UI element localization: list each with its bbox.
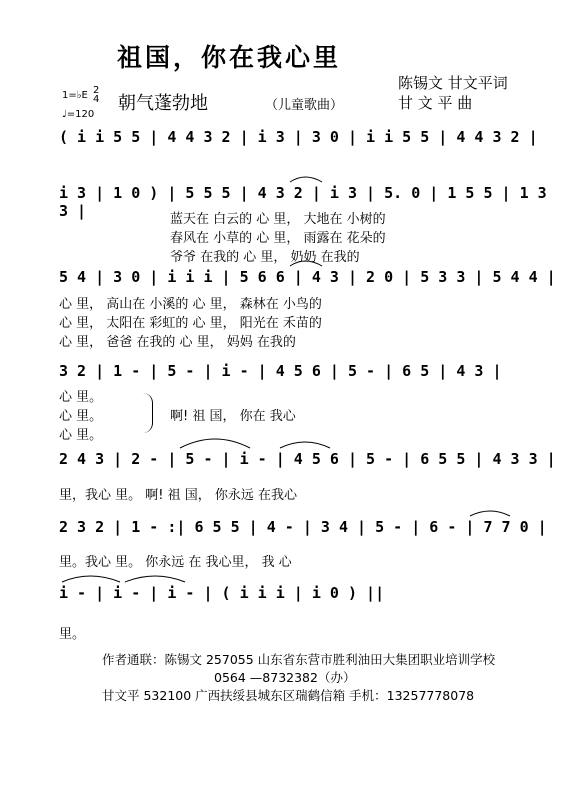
tempo-mark: ♩=120	[62, 109, 95, 120]
score-row-6: 2 3 2 | 1 - :| 6 5 5 | 4 - | 3 4 | 5 - | 6 - | 7 7 0 |	[59, 518, 547, 536]
score-row-3: 5 4 | 3 0 | i i i | 5 6 6 | 4 3 | 2 0 | 5 3 3 | 5 4 4 |	[59, 268, 556, 286]
row2-lyric-2: 春风在 小草的 心 里， 雨露在 花朵的	[170, 231, 386, 246]
mood-marking: 朝气蓬勃地	[118, 93, 208, 114]
composer-credit: 甘 文 平 曲	[398, 94, 473, 112]
slur-6	[62, 576, 120, 582]
row7-lyric: 里。	[59, 627, 86, 642]
score-row-1: ( i i 5 5 | 4 4 3 2 | i 3 | 3 0 | i i 5 5 | 4 4 3 2 |	[59, 128, 538, 146]
row2-lyric-1: 蓝天在 白云的 心 里， 大地在 小树的	[170, 212, 386, 227]
row4-lyric-2: 心 里。	[59, 409, 103, 424]
row4-lyric-1: 心 里。	[59, 390, 103, 405]
row4-chorus-lyric: 啊! 祖 国， 你在 我心	[170, 409, 296, 424]
score-row-5: 2 4 3 | 2 - | 5 - | i - | 4 5 6 | 5 - | 6 5 5 | 4 3 3 |	[59, 450, 556, 468]
row4-lyric-3: 心 里。	[59, 428, 103, 443]
slur-5	[470, 511, 510, 516]
score-row-7: i - | i - | i - | ( i i i | i 0 ) ||	[59, 584, 385, 602]
slur-3	[180, 439, 250, 448]
slur-4	[280, 442, 330, 448]
score-row-2: i 3 | 1 0 ) | 5 5 5 | 4 3 2 | i 3 | 5. 0 | 1 5 5 | 1 3 3 |	[59, 184, 547, 220]
slur-1	[290, 177, 322, 182]
time-bottom: 4	[92, 94, 100, 105]
lyricist-credit: 陈锡文 甘文平词	[398, 74, 508, 92]
slur-2	[290, 261, 322, 266]
score-row-4: 3 2 | 1 - | 5 - | i - | 4 5 6 | 5 - | 6 5 | 4 3 |	[59, 362, 502, 380]
time-top: 2	[92, 85, 100, 96]
row3-lyric-3: 心 里， 爸爸 在我的 心 里， 妈妈 在我的	[59, 335, 296, 350]
genre-label: （儿童歌曲）	[265, 98, 344, 113]
key-label: 1=♭E	[62, 90, 88, 101]
row2-lyric-3: 爷爷 在我的 心 里， 奶奶 在我的	[170, 250, 360, 265]
footer-contact-1: 作者通联：陈锡文 257055 山东省东营市胜利油田大集团职业培训学校	[102, 652, 496, 667]
row3-lyric-2: 心 里， 太阳在 彩虹的 心 里， 阳光在 禾苗的	[59, 316, 322, 331]
row3-lyric-1: 心 里， 高山在 小溪的 心 里， 森林在 小鸟的	[59, 297, 322, 312]
footer-phone: 0564 —8732382（办）	[214, 670, 356, 685]
row6-lyric: 里。我心 里。 你永远 在 我心里， 我 心	[59, 555, 292, 570]
row5-lyric: 里，我心 里。 啊! 祖 国， 你永远 在我心	[59, 488, 298, 503]
song-title: 祖国，你在我心里	[117, 43, 342, 72]
footer-contact-2: 甘文平 532100 广西扶绥县城东区瑞鹤信箱 手机：13257778078	[102, 688, 475, 703]
slur-7	[125, 576, 185, 582]
